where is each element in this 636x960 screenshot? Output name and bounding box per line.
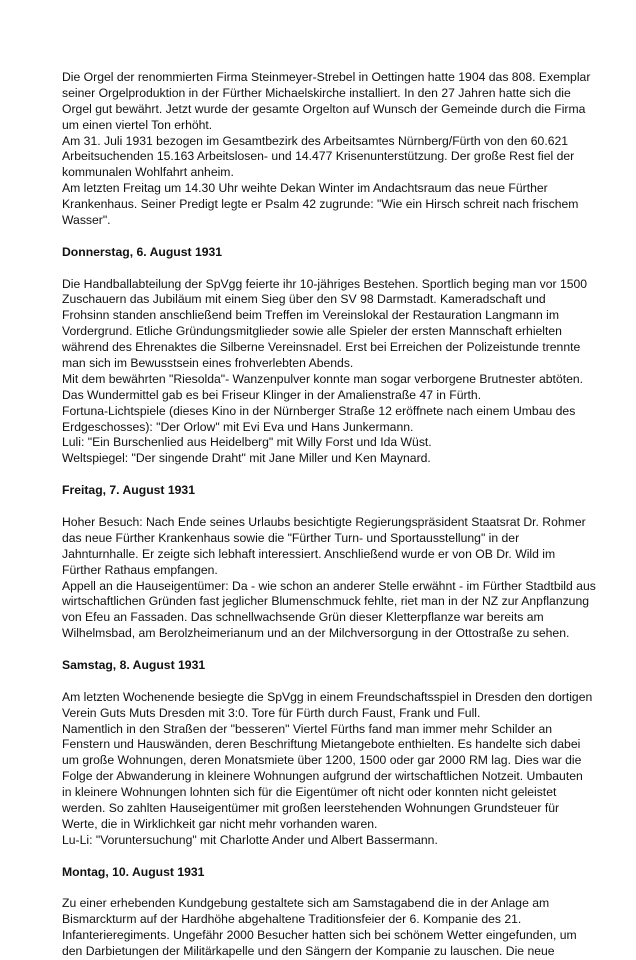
text-line: Jahnturnhalle. Er zeigte sich lebhaft interessiert. Anschließend wurde er von OB Dr. Wild im <box>62 546 556 561</box>
text-line: um große Wohnungen, deren Monatsmiete über 1200, 1500 oder gar 2000 RM lag. Dies war die <box>62 753 582 768</box>
text-line: Das Wundermittel gab es bei Friseur Klinger in der Amalienstraße 47 in Fürth. <box>62 387 482 402</box>
document-page <box>62 70 596 960</box>
text-line: Werte, die in Wirklichkeit gar nicht mehr vorhanden waren. <box>62 816 378 831</box>
text-line: Appell an die Hauseigentümer: Da - wie schon an anderer Stelle erwähnt - im Fürther Stadtbild aus <box>62 578 596 593</box>
text-line: Hoher Besuch: Nach Ende seines Urlaubs besichtigte Regierungspräsident Staatsrat Dr. Rohmer <box>62 514 586 529</box>
text-line: kommunalen Wohlfahrt anheim. <box>62 165 234 180</box>
text-line: den Darbietungen der Militärkapelle und den Sängern der Kompanie zu lauschen. Die neue <box>62 943 555 958</box>
text-line: Am letzten Wochenende besiegte die SpVgg in einem Freundschaftsspiel in Dresden den dortigen <box>62 689 593 704</box>
text-line: Verein Guts Muts Dresden mit 3:0. Tore für Fürth durch Faust, Frank und Full. <box>62 705 481 720</box>
text-line: Orgel gut bewährt. Jetzt wurde der gesamte Orgelton auf Wunsch der Gemeinde durch die Firma <box>62 101 586 116</box>
text-line: Zuschauern das Jubiläum mit einem Sieg über den SV 98 Darmstadt. Kameradschaft und <box>62 292 546 307</box>
text-line: Folge der Abwanderung in kleinere Wohnungen aufgrund der wirtschaftlichen Notzeit. Umbauten <box>62 769 583 784</box>
text-line: werden. So zahlten Hauseigentümer mit großen leerstehenden Wohnungen Grundsteuer für <box>62 800 560 815</box>
text-line: man sich im Bewusstsein eines frohverlebten Abends. <box>62 356 354 371</box>
section-heading: Freitag, 7. August 1931 <box>62 483 195 498</box>
text-line: Frohsinn standen anschließend beim Treffen im Vereinslokal der Restauration Langmann im <box>62 308 560 323</box>
text-line: wirtschaftlichen Gründen fast jeglicher Blumenschmuck fehlte, riet man in der NZ zur Anpflanzung <box>62 594 590 609</box>
section-heading: Montag, 10. August 1931 <box>62 864 205 879</box>
text-line: während des Ehrenaktes die Silberne Vereinsnadel. Erst bei Erreichen der Polizeistunde trennte <box>62 340 581 355</box>
section-samstag <box>62 657 593 849</box>
text-line: Wasser". <box>62 213 111 228</box>
text-line: Krankenhaus. Seiner Predigt legte er Psalm 42 zugrunde: "Wie ein Hirsch schreit nach frischem <box>62 197 579 212</box>
text-line: Infanterieregiments. Ungefähr 2000 Besucher hatten sich bei schönem Wetter eingefunden, um <box>62 928 577 943</box>
text-line: Fortuna-Lichtspiele (dieses Kino in der Nürnberger Straße 12 eröffnete nach einem Umbau des <box>62 403 576 418</box>
text-line: Bismarckturm auf der Hardhöhe abgehaltene Traditionsfeier der 6. Kompanie des 21. <box>62 912 522 927</box>
text-line: Wilhelmsbad, am Berolzheimerianum und an der Milchversorgung in der Ottostraße zu sehen. <box>62 626 570 641</box>
section-heading: Donnerstag, 6. August 1931 <box>62 244 223 259</box>
text-line: in kleinere Wohnungen lohnten sich für die Eigentümer oft nicht oder konnten nicht geleistet <box>62 785 557 800</box>
text-line: Luli: "Ein Burschenlied aus Heidelberg" mit Willy Forst und Ida Wüst. <box>62 435 432 450</box>
text-line: Erdgeschosses): "Der Orlow" mit Evi Eva und Hans Junkermann. <box>62 419 414 434</box>
intro-paragraph <box>62 70 591 229</box>
text-line: Am 31. Juli 1931 bezogen im Gesamtbezirk des Arbeitsamtes Nürnberg/Fürth von den 60.621 <box>62 133 569 148</box>
text-line: Fenstern und Hauswänden, deren Beschriftung Mietangebote enthielten. Es handelte sich dabei <box>62 737 581 752</box>
section-donnerstag <box>62 244 588 467</box>
text-line: Zu einer erhebenden Kundgebung gestaltete sich am Samstagabend die in der Anlage am <box>62 896 550 911</box>
section-heading: Samstag, 8. August 1931 <box>62 657 206 672</box>
text-line: Am letzten Freitag um 14.30 Uhr weihte Dekan Winter im Andachtsraum das neue Fürther <box>62 181 548 196</box>
text-line: von Efeu an Fassaden. Das schnellwachsende Grün dieser Kletterpflanze war bereits am <box>62 610 544 625</box>
text-line: Lu-Li: "Voruntersuchung" mit Charlotte Ander und Albert Bassermann. <box>62 832 438 847</box>
text-line: Vordergrund. Etliche Gründungsmitglieder sowie alle Spieler der ersten Mannschaft erhielten <box>62 324 562 339</box>
section-freitag <box>62 483 596 642</box>
text-line: Weltspiegel: "Der singende Draht" mit Jane Miller und Ken Maynard. <box>62 451 431 466</box>
text-line: Namentlich in den Straßen der "besseren" Viertel Fürths fand man immer mehr Schilder an <box>62 721 553 736</box>
text-line: das neue Fürther Krankenhaus sowie die "Fürther Turn- und Sportausstellung" in der <box>62 530 520 545</box>
text-line: Mit dem bewährten "Riesolda"- Wanzenpulver konnte man sogar verborgene Brutnester abtöten. <box>62 371 584 386</box>
text-line: um einen viertel Ton erhöht. <box>62 117 213 132</box>
text-line: seiner Orgelproduktion in der Fürther Michaelskirche installiert. In den 27 Jahren hatte sich die <box>62 85 571 100</box>
text-line: Arbeitsuchenden 15.163 Arbeitslosen- und 14.477 Krisenunterstützung. Der große Rest fiel der <box>62 149 575 164</box>
text-line: Fürther Rathaus empfangen. <box>62 562 218 577</box>
section-montag <box>62 865 582 960</box>
text-line: Die Orgel der renommierten Firma Steinmeyer-Strebel in Oettingen hatte 1904 das 808. Exemplar <box>62 70 591 84</box>
text-line: Die Handballabteilung der SpVgg feierte ihr 10-jähriges Bestehen. Sportlich beging man vor 1500 <box>62 276 588 291</box>
